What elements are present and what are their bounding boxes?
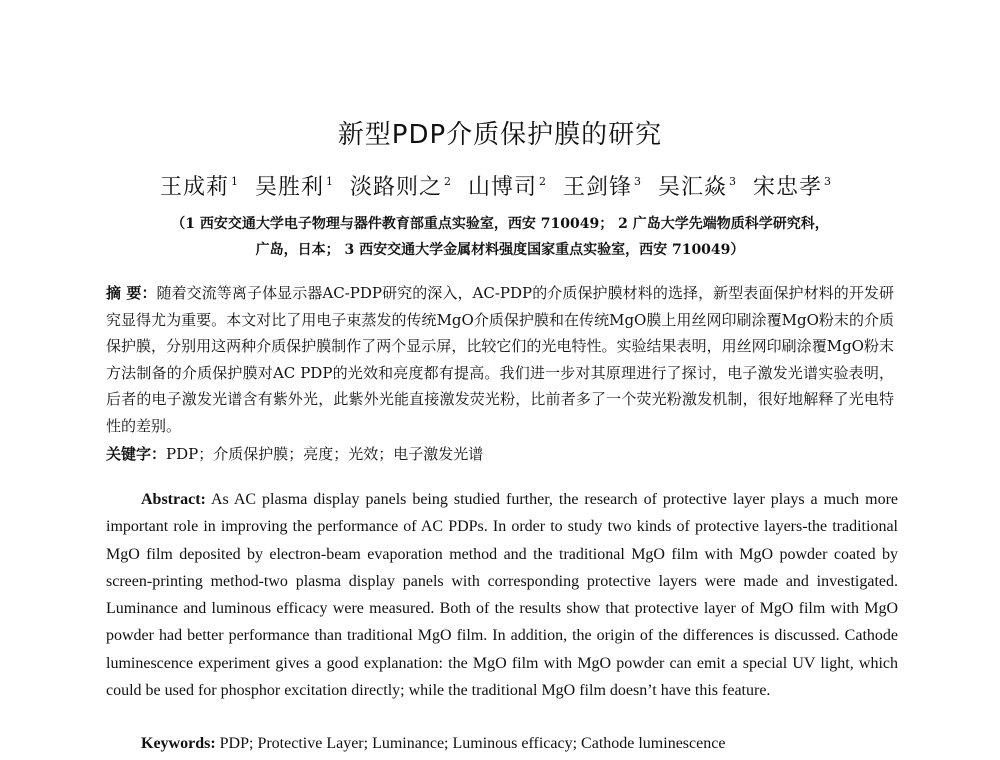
author-name: 吴胜利 xyxy=(254,175,324,200)
author-name: 淡路则之 xyxy=(349,175,442,200)
author-name: 宋忠孝 xyxy=(753,175,823,200)
keywords-cn xyxy=(106,441,894,467)
keywords-cn-text: PDP；介质保护膜；亮度；光效；电子激发光谱 xyxy=(166,445,484,463)
abstract-en-label: Abstract: xyxy=(141,491,206,508)
keywords-en-label: Keywords: xyxy=(141,735,216,752)
author-affil-mark: 2 xyxy=(443,175,452,188)
author-list xyxy=(0,170,1000,201)
author-affil-mark: 3 xyxy=(729,175,738,188)
author-affil-mark: 1 xyxy=(230,175,239,188)
author-affil-mark: 3 xyxy=(634,175,643,188)
affiliation-line-2: 广岛，日本； 3 西安交通大学金属材料强度国家重点实验室，西安 710049） xyxy=(255,242,745,258)
author-name: 王剑锋 xyxy=(563,175,633,200)
abstract-cn xyxy=(106,280,894,439)
keywords-cn-label: 关键字： xyxy=(106,445,167,463)
author-affil-mark: 2 xyxy=(539,175,547,188)
author-name: 王成莉 xyxy=(159,175,229,200)
abstract-en xyxy=(106,486,898,704)
abstract-cn-label: 摘 要： xyxy=(106,284,157,302)
author-affil-mark: 1 xyxy=(325,175,334,188)
abstract-cn-text: 随着交流等离子体显示器AC-PDP研究的深入，AC-PDP的介质保护膜材料的选择，新型表面保护材料的开发研究显得尤为重要。本文对比了用电子束蒸发的传统MgO介质保护膜和在传统MgO膜上用丝网印刷涂覆MgO粉末的介质保护膜，分别用这两种介质保护膜制作了两个显示屏，比较它们的光电特性。实验结果表明，用丝网印刷涂覆MgO粉末方法制备的介质保护膜对AC PDP的光效和亮度都有提高。我们进一步对其原理进行了探讨，电子激发光谱实验表明，后者的电子激发光谱含有紫外光，此紫外光能直接激发荧光粉，比前者多了一个荧光粉激发机制，很好地解释了光电特性的差别。 xyxy=(106,284,894,435)
keywords-en xyxy=(141,731,901,757)
author-name: 吴汇焱 xyxy=(658,175,728,200)
author-name: 山博司 xyxy=(467,175,537,200)
abstract-en-text: As AC plasma display panels being studied further, the research of protective layer plays a much more important role in improving the performance of AC PDPs. In order to study two kinds of protective layers-the traditional MgO film deposited by electron-beam evaporation method and the traditional MgO film with MgO powder coated by screen-printing method-two plasma display panels with corresponding protective layers were made and investigated. Luminance and luminous efficacy were measured. Both of the results show that protective layer of MgO film with MgO powder had better performance than traditional MgO film. In addition, the origin of the differences is discussed. Cathode luminescence experiment gives a good explanation: the MgO film with MgO powder can emit a special UV light, which could be used for phosphor excitation directly; while the traditional MgO film doesn’t have this feature. xyxy=(106,491,898,700)
paper-title: 新型PDP介质保护膜的研究 xyxy=(337,120,663,150)
author-affil-mark: 3 xyxy=(824,175,833,188)
affiliation-line-1: （1 西安交通大学电子物理与器件教育部重点实验室，西安 710049； 2 广岛大学先端物质科学研究科， xyxy=(171,216,829,232)
keywords-en-text: PDP; Protective Layer; Luminance; Luminous efficacy; Cathode luminescence xyxy=(219,735,726,752)
